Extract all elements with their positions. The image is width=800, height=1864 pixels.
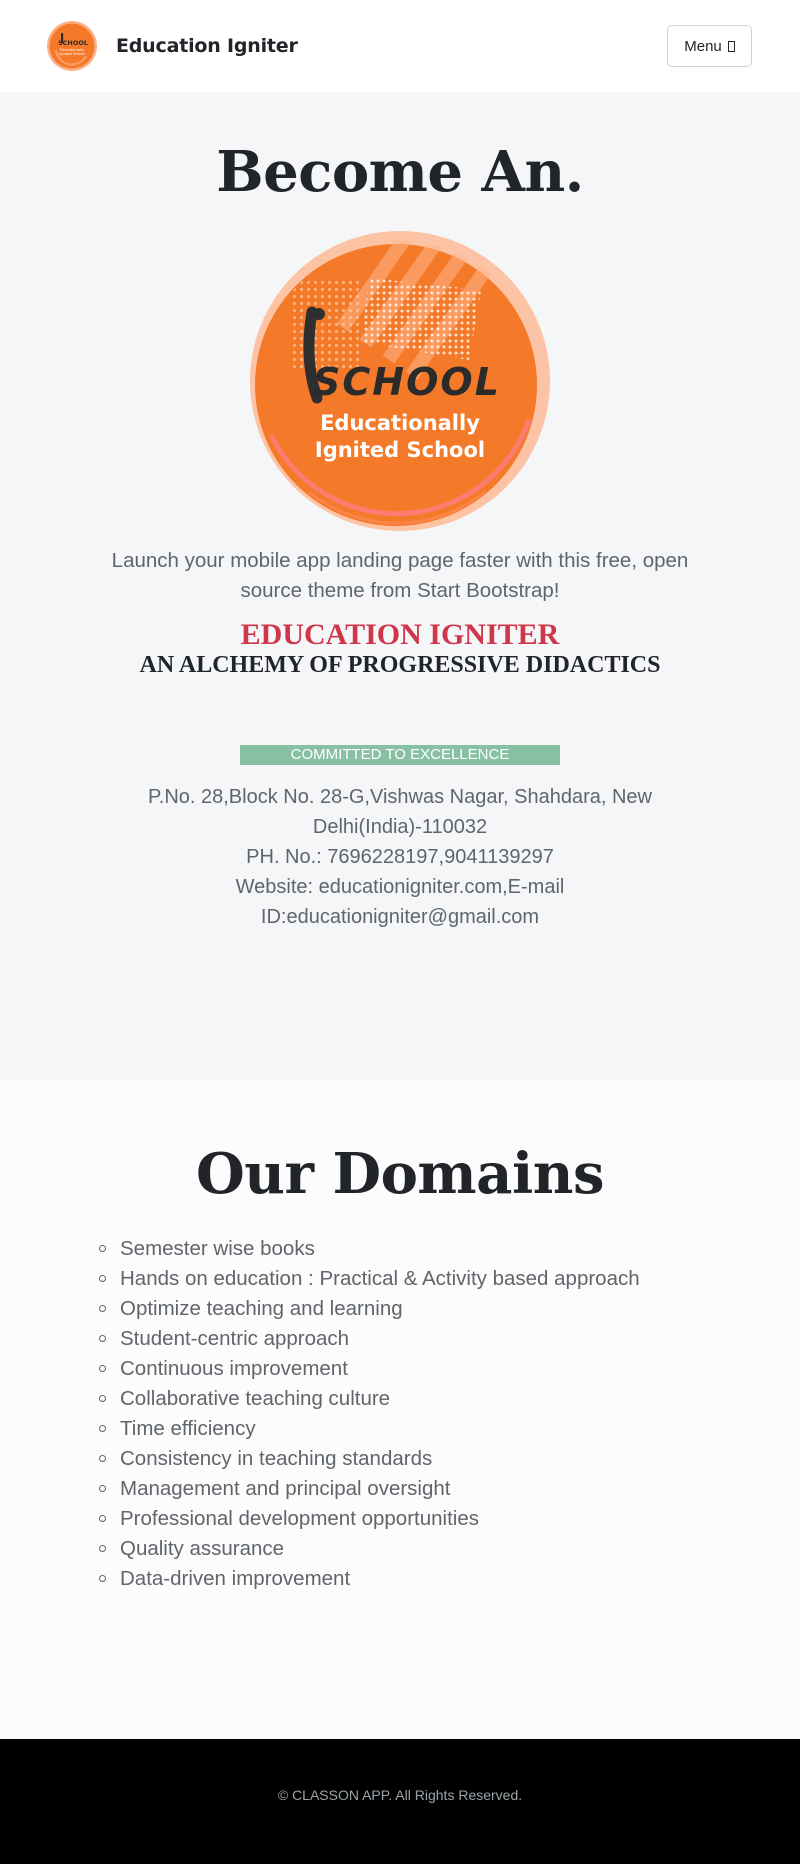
circle-bullet-icon — [99, 1245, 106, 1252]
list-item-label: Hands on education : Practical & Activity based approach — [120, 1267, 640, 1290]
footer — [0, 1739, 800, 1864]
page-title: Become An. — [216, 139, 584, 205]
ischool-logo-icon — [249, 230, 551, 532]
committed-badge: COMMITTED TO EXCELLENCE — [240, 745, 560, 765]
address-line: P.No. 28,Block No. 28-G,Vishwas Nagar, Shahdara, New — [148, 786, 652, 808]
brand-logo-icon — [46, 20, 98, 72]
list-item — [98, 1534, 640, 1564]
list-item-label: Semester wise books — [120, 1237, 315, 1260]
address-line: Delhi(India)-110032 — [312, 816, 488, 838]
circle-bullet-icon — [99, 1425, 106, 1432]
phone-line: PH. No.: 7696228197,9041139297 — [246, 846, 554, 868]
brand-logo-subtitle-1: Educationally — [59, 48, 85, 52]
circle-bullet-icon — [99, 1515, 106, 1522]
list-item-label: Data-driven improvement — [120, 1567, 351, 1590]
domains-title: Our Domains — [196, 1141, 604, 1207]
list-item — [98, 1504, 640, 1534]
lead-text: Launch your mobile app landing page faster with this free, open source theme from Start Bootstrap! — [111, 549, 689, 602]
circle-bullet-icon — [99, 1485, 106, 1492]
list-item-label: Management and principal oversight — [120, 1477, 451, 1500]
list-item-label: Optimize teaching and learning — [120, 1297, 403, 1320]
contact-address — [100, 782, 700, 932]
list-item — [98, 1234, 640, 1264]
list-item-label: Time efficiency — [120, 1417, 256, 1440]
list-item — [98, 1564, 640, 1594]
menu-box-icon — [728, 41, 735, 52]
navbar — [0, 0, 800, 92]
circle-bullet-icon — [99, 1575, 106, 1582]
list-item — [98, 1444, 640, 1474]
circle-bullet-icon — [99, 1305, 106, 1312]
circle-bullet-icon — [99, 1455, 106, 1462]
list-item-label: Continuous improvement — [120, 1357, 348, 1380]
list-item — [98, 1354, 640, 1384]
list-item-label: Professional development opportunities — [120, 1507, 479, 1530]
circle-bullet-icon — [99, 1365, 106, 1372]
brand-name[interactable]: Education Igniter — [116, 35, 298, 57]
website-line: Website: educationigniter.com,E-mail — [235, 876, 565, 898]
hero-logo-wordmark: SCHOOL — [313, 360, 501, 404]
list-item-label: Consistency in teaching standards — [120, 1447, 433, 1470]
menu-button-label: Menu — [684, 37, 722, 55]
masthead — [0, 92, 800, 1080]
list-item-label: Student-centric approach — [120, 1327, 350, 1350]
circle-bullet-icon — [99, 1335, 106, 1342]
circle-bullet-icon — [99, 1275, 106, 1282]
brand-logo-wordmark: SCHOOL — [57, 39, 89, 47]
domains-section — [0, 1080, 800, 1739]
list-item-label: Quality assurance — [120, 1537, 285, 1560]
list-item — [98, 1474, 640, 1504]
circle-bullet-icon — [99, 1545, 106, 1552]
copyright-text: © CLASSON APP. All Rights Reserved. — [277, 1787, 523, 1803]
brand-logo-subtitle-2: Ignited School — [59, 52, 85, 56]
circle-bullet-icon — [99, 1395, 106, 1402]
brand-title: EDUCATION IGNITER — [240, 618, 560, 651]
hero-logo-subtitle-1: Educationally — [320, 411, 480, 435]
navbar-brand[interactable] — [46, 20, 298, 72]
list-item-label: Collaborative teaching culture — [120, 1387, 391, 1410]
brand-tagline: AN ALCHEMY OF PROGRESSIVE DIDACTICS — [139, 652, 661, 678]
list-item — [98, 1414, 640, 1444]
menu-button[interactable] — [667, 25, 752, 67]
domain-list — [98, 1234, 640, 1594]
list-item — [98, 1294, 640, 1324]
list-item — [98, 1324, 640, 1354]
email-line: ID:educationigniter@gmail.com — [260, 906, 540, 928]
hero-logo-subtitle-2: Ignited School — [314, 438, 486, 462]
list-item — [98, 1384, 640, 1414]
list-item — [98, 1264, 640, 1294]
